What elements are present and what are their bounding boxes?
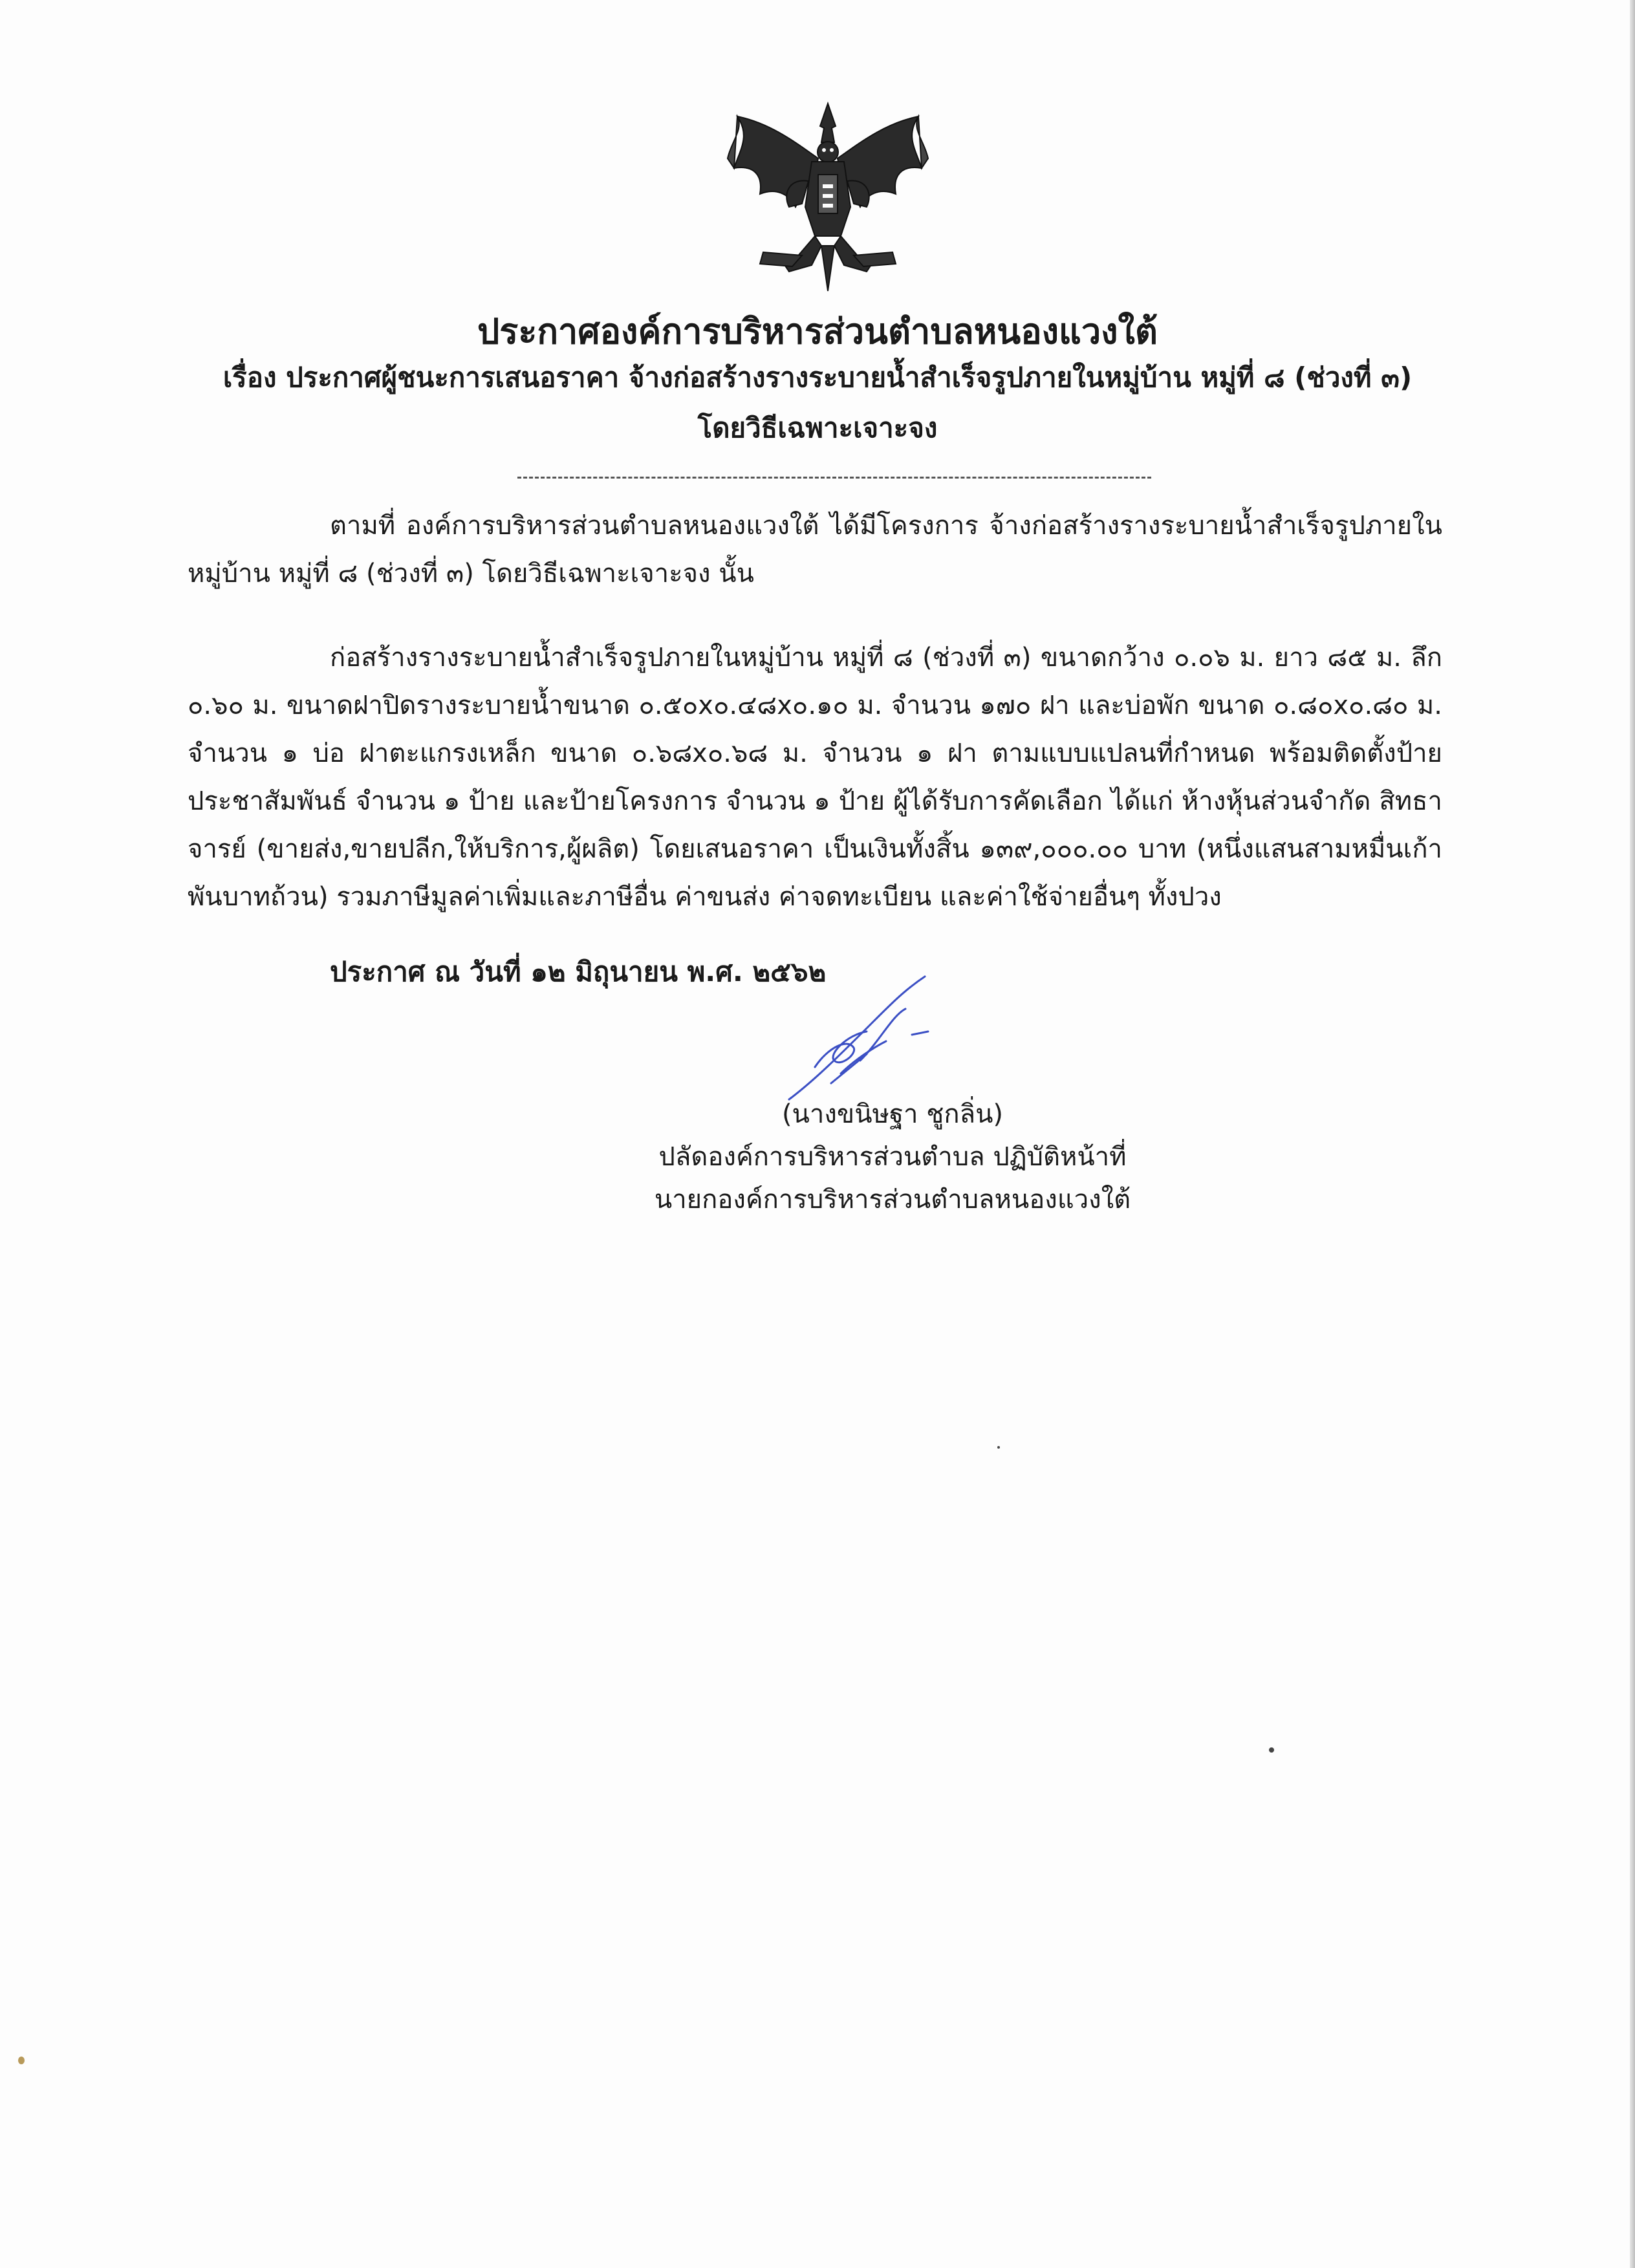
body-paragraph-2: [188, 634, 1442, 921]
body-paragraph-1: [188, 502, 1442, 598]
document-title: ประกาศองค์การบริหารส่วนตำบลหนองแวงใต้: [477, 311, 1158, 352]
scan-speck: [18, 2057, 25, 2064]
signature-icon: [776, 970, 944, 1112]
procurement-method: โดยวิธีเฉพาะเจาะจง: [697, 412, 938, 444]
garuda-emblem-icon: [724, 97, 931, 297]
document-subject: เรื่อง ประกาศผู้ชนะการเสนอราคา จ้างก่อสร้างรางระบายน้ำสำเร็จรูปภายในหมู่บ้าน หมู่ที่ ๘ (ช่วงที่ ๓): [222, 362, 1413, 393]
paragraph-2-text: ก่อสร้างรางระบายน้ำสำเร็จรูปภายในหมู่บ้าน หมู่ที่ ๘ (ช่วงที่ ๓) ขนาดกว้าง ๐.๐๖ ม. ยาว ๘๕ ม. ลึก ๐.๖๐ ม. ขนาดฝาปิดรางระบายน้ำขนาด ๐.๕๐x๐.๔๘x๐.๑๐ ม. จำนวน ๑๗๐ ฝา และบ่อพัก ขนาด ๐.๘๐x๐.๘๐ ม. จำนวน ๑ บ่อ ฝาตะแกรงเหล็ก ขนาด ๐.๖๘x๐.๖๘ ม. จำนวน ๑ ฝา ตามแบบแปลนที่กำหนด พร้อมติดตั้งป้ายประชาสัมพันธ์ จำนวน ๑ ป้าย และป้ายโครงการ จำนวน ๑ ป้าย ผู้ได้รับการคัดเลือก ได้แก่ ห้างหุ้นส่วนจำกัด สิทธาจารย์ (ขายส่ง,ขายปลีก,ให้บริการ,ผู้ผลิต) โดยเสนอราคา เป็นเงินทั้งสิ้น ๑๓๙,๐๐๐.๐๐ บาท (หนึ่งแสนสามหมื่นเก้าพันบาทถ้วน) รวมภาษีมูลค่าเพิ่มและภาษีอื่น ค่าขนส่ง ค่าจดทะเบียน และค่าใช้จ่ายอื่นๆ ทั้งปวง: [188, 643, 1442, 912]
signer-acting-position: นายกองค์การบริหารส่วนตำบลหนองแวงใต้: [654, 1185, 1131, 1215]
signer-name: (นางขนิษฐา ชูกลิ่น): [781, 1099, 1004, 1129]
dashed-divider: [517, 477, 1151, 479]
signer-position: ปลัดองค์การบริหารส่วนตำบล ปฏิบัติหน้าที่: [658, 1142, 1127, 1172]
scan-speck: [997, 1446, 1000, 1449]
announcement-date: ประกาศ ณ วันที่ ๑๒ มิถุนายน พ.ศ. ๒๕๖๒: [330, 956, 827, 988]
signature-block: [569, 1093, 1216, 1221]
scan-speck: [1269, 1747, 1274, 1753]
paragraph-1-text: ตามที่ องค์การบริหารส่วนตำบลหนองแวงใต้ ได้มีโครงการ จ้างก่อสร้างรางระบายน้ำสำเร็จรูปภายในหมู่บ้าน หมู่ที่ ๘ (ช่วงที่ ๓) โดยวิธีเฉพาะเจาะจง นั้น: [188, 511, 1442, 589]
